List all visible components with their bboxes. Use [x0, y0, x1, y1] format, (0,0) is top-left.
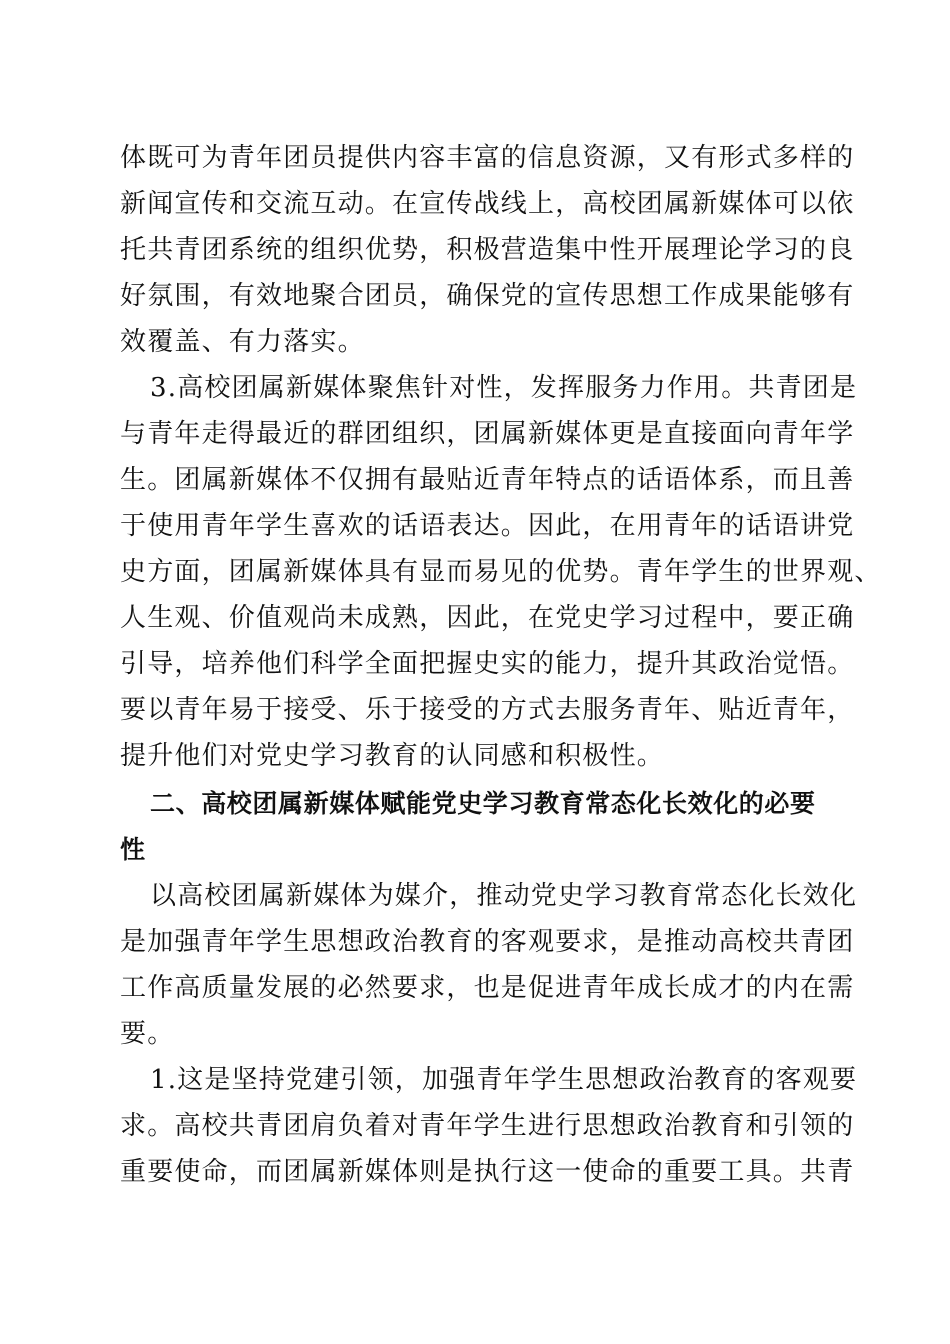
body-text-line: 提升他们对党史学习教育的认同感和积极性。: [120, 741, 665, 771]
body-text-line: 以高校团属新媒体为媒介，推动党史学习教育常态化长效化: [150, 881, 858, 911]
body-text-line: 1.这是坚持党建引领，加强青年学生思想政治教育的客观要: [150, 1065, 858, 1095]
body-text-line: 引导，培养他们科学全面把握史实的能力，提升其政治觉悟。: [120, 649, 855, 679]
body-text-line: 要以青年易于接受、乐于接受的方式去服务青年、贴近青年，: [120, 695, 855, 725]
body-text-line: 新闻宣传和交流互动。在宣传战线上，高校团属新媒体可以依: [120, 189, 855, 219]
body-text-line: 史方面，团属新媒体具有显而易见的优势。青年学生的世界观、: [120, 557, 882, 587]
body-text-line: 求。高校共青团肩负着对青年学生进行思想政治教育和引领的: [120, 1111, 855, 1141]
body-text-line: 人生观、价值观尚未成熟，因此，在党史学习过程中，要正确: [120, 603, 855, 633]
body-text-line: 生。团属新媒体不仅拥有最贴近青年特点的话语体系，而且善: [120, 465, 855, 495]
body-text-line: 效覆盖、有力落实。: [120, 327, 365, 357]
body-text-line: 好氛围，有效地聚合团员，确保党的宣传思想工作成果能够有: [120, 281, 855, 311]
body-text-line: 托共青团系统的组织优势，积极营造集中性开展理论学习的良: [120, 235, 855, 265]
section-heading-continuation: 性: [120, 835, 146, 864]
body-text-line: 3.高校团属新媒体聚焦针对性，发挥服务力作用。共青团是: [150, 373, 858, 403]
body-text-line: 与青年走得最近的群团组织，团属新媒体更是直接面向青年学: [120, 419, 855, 449]
body-text-line: 体既可为青年团员提供内容丰富的信息资源，又有形式多样的: [120, 143, 855, 173]
body-text-line: 于使用青年学生喜欢的话语表达。因此，在用青年的话语讲党: [120, 511, 855, 541]
body-text-line: 重要使命，而团属新媒体则是执行这一使命的重要工具。共青: [120, 1157, 855, 1187]
body-text-line: 要。: [120, 1019, 175, 1049]
section-heading: 二、高校团属新媒体赋能党史学习教育常态化长效化的必要: [150, 789, 816, 818]
body-text-line: 工作高质量发展的必然要求，也是促进青年成长成才的内在需: [120, 973, 855, 1003]
body-text-line: 是加强青年学生思想政治教育的客观要求，是推动高校共青团: [120, 927, 855, 957]
